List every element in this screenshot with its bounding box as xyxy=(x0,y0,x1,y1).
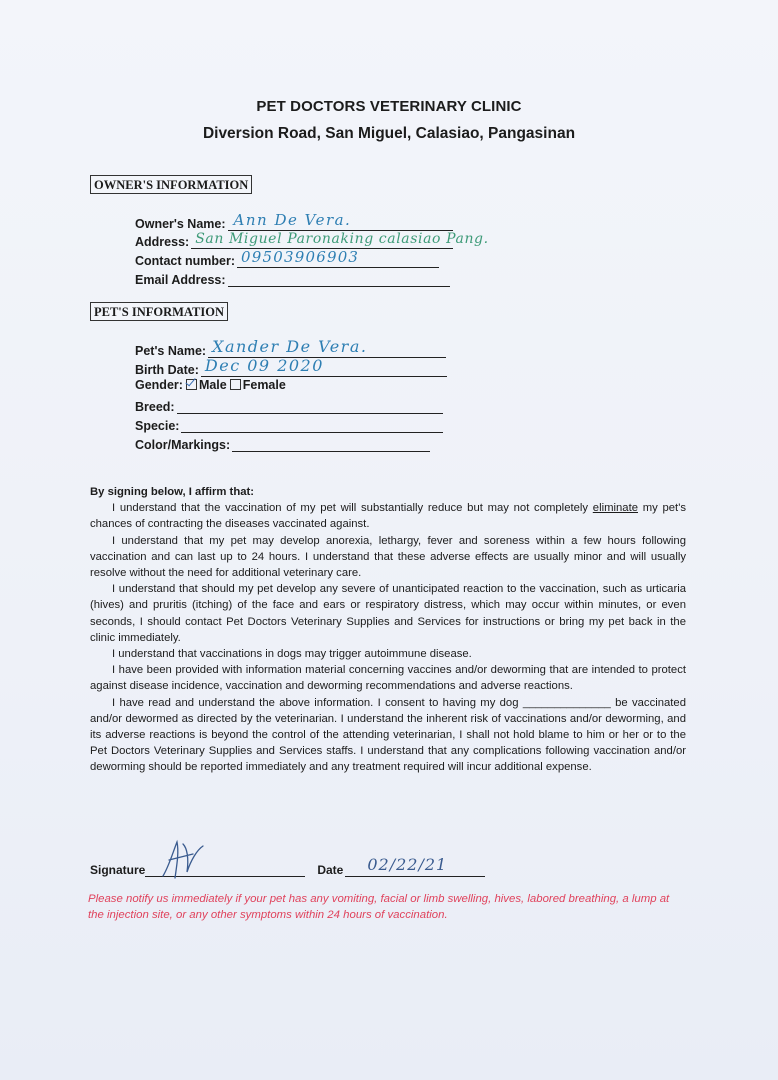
pet-birthdate-value: Dec 09 2020 xyxy=(204,356,324,375)
signature-line[interactable] xyxy=(145,850,305,877)
date-line[interactable] xyxy=(345,850,485,877)
date-value: 02/22/21 xyxy=(367,855,448,874)
affirmation-p1-underlined: eliminate xyxy=(592,502,638,515)
owner-name-value: Ann De Vera. xyxy=(233,211,352,229)
owner-contact-line xyxy=(237,248,439,268)
affirmation-paragraph-6 xyxy=(90,695,686,776)
pet-specie-line xyxy=(181,416,443,433)
signature-label: Signature xyxy=(90,863,146,877)
signature-mark xyxy=(155,838,215,882)
owner-address-field[interactable] xyxy=(135,231,489,249)
affirmation-block xyxy=(90,484,686,776)
gender-female-checkbox[interactable] xyxy=(230,379,241,390)
owner-section-title: OWNER'S INFORMATION xyxy=(90,175,252,194)
gender-male-label: Male xyxy=(198,378,227,392)
affirmation-paragraph-1 xyxy=(90,500,686,532)
pet-color-line xyxy=(232,435,430,452)
owner-contact-field[interactable] xyxy=(135,250,439,268)
pet-name-value: Xander De Vera. xyxy=(212,337,368,356)
owner-email-field[interactable] xyxy=(135,269,450,287)
affirmation-paragraph-2: I understand that my pet may develop anorexia, lethargy, fever and soreness within a few hours following vaccination and can last up to 24 hours. I understand that these adverse effects are usually minor and will usually resolve without the need for additional veterinary care. xyxy=(90,534,686,580)
owner-name-label: Owner's Name: xyxy=(135,217,226,231)
owner-contact-label: Contact number: xyxy=(135,254,235,268)
owner-name-field[interactable] xyxy=(135,213,453,231)
affirmation-p6-a: I have read and understand the above information. I consent to having my dog xyxy=(112,696,519,709)
pet-name-label: Pet's Name: xyxy=(135,344,207,358)
signature-row xyxy=(90,850,485,877)
affirmation-heading: By signing below, I affirm that: xyxy=(90,486,255,498)
pet-specie-field[interactable] xyxy=(135,415,443,433)
clinic-name: PET DOCTORS VETERINARY CLINIC xyxy=(256,98,522,115)
clinic-address: Diversion Road, San Miguel, Calasiao, Pangasinan xyxy=(202,125,576,142)
pet-section-title: PET'S INFORMATION xyxy=(90,302,228,321)
pet-gender-field xyxy=(135,378,286,392)
affirmation-paragraph-5: I have been provided with information material concerning vaccines and/or deworming that are intended to protect against disease incidence, vaccination and deworming recommendations and adverse reactions. xyxy=(90,664,686,693)
pet-birthdate-line xyxy=(201,356,447,377)
owner-address-label: Address: xyxy=(135,235,190,249)
pet-specie-label: Specie: xyxy=(135,419,180,433)
form-header xyxy=(0,98,778,143)
pet-color-field[interactable] xyxy=(135,434,430,452)
notice-text: Please notify us immediately if your pet has any vomiting, facial or limb swelling, hives, labored breathing, a lump at the injection site, or any other symptoms within 24 hours of vaccination. xyxy=(88,893,670,921)
affirmation-p1-b: my pet's chances of contracting the diseases vaccinated against. xyxy=(90,502,687,531)
pet-birthdate-field[interactable] xyxy=(135,356,447,377)
pet-breed-label: Breed: xyxy=(135,400,175,414)
owner-address-value: San Miguel Paronaking calasiao Pang. xyxy=(195,231,489,247)
owner-contact-value: 09503906903 xyxy=(241,248,360,266)
dog-name-blank[interactable]: ______________ xyxy=(522,696,611,709)
date-label: Date xyxy=(317,863,344,877)
pet-breed-field[interactable] xyxy=(135,396,443,414)
pet-birthdate-label: Birth Date: xyxy=(135,363,199,377)
pet-color-label: Color/Markings: xyxy=(135,438,231,452)
gender-male-checkbox[interactable] xyxy=(186,379,197,390)
pet-breed-line xyxy=(177,397,443,414)
owner-address-line xyxy=(191,231,489,249)
owner-email-label: Email Address: xyxy=(135,273,226,287)
pet-gender-label: Gender: xyxy=(135,378,183,392)
owner-name-line xyxy=(228,211,453,231)
gender-female-label: Female xyxy=(242,378,286,392)
affirmation-p1-a: I understand that the vaccination of my pet will substantially reduce but may not completely xyxy=(112,502,589,515)
owner-email-line xyxy=(228,270,450,287)
affirmation-p6-b: be vaccinated and/or dewormed as directed by the veterinarian. I understand the inherent risk of vaccinations and/or deworming, and its adverse reactions is beyond the control of the attending veterinarian, I shall not hold blame to him or her or to the Pet Doctors Veterinary Supplies and Services staffs. I understand that any complications following vaccination and/or deworming should be reported immediately and any treatment required will incur additional expense. xyxy=(90,696,686,774)
affirmation-paragraph-3: I understand that should my pet develop any severe of unanticipated reaction to the vaccination, such as urticaria (hives) and pruritis (itching) of the face and ears or respiratory distress, which may occur within minutes, or even seconds, I should contact Pet Doctors Veterinary Supplies and Services for instructions or bring my pet back in the clinic immediately. xyxy=(90,583,686,644)
affirmation-paragraph-4: I understand that vaccinations in dogs may trigger autoimmune disease. xyxy=(112,648,472,661)
